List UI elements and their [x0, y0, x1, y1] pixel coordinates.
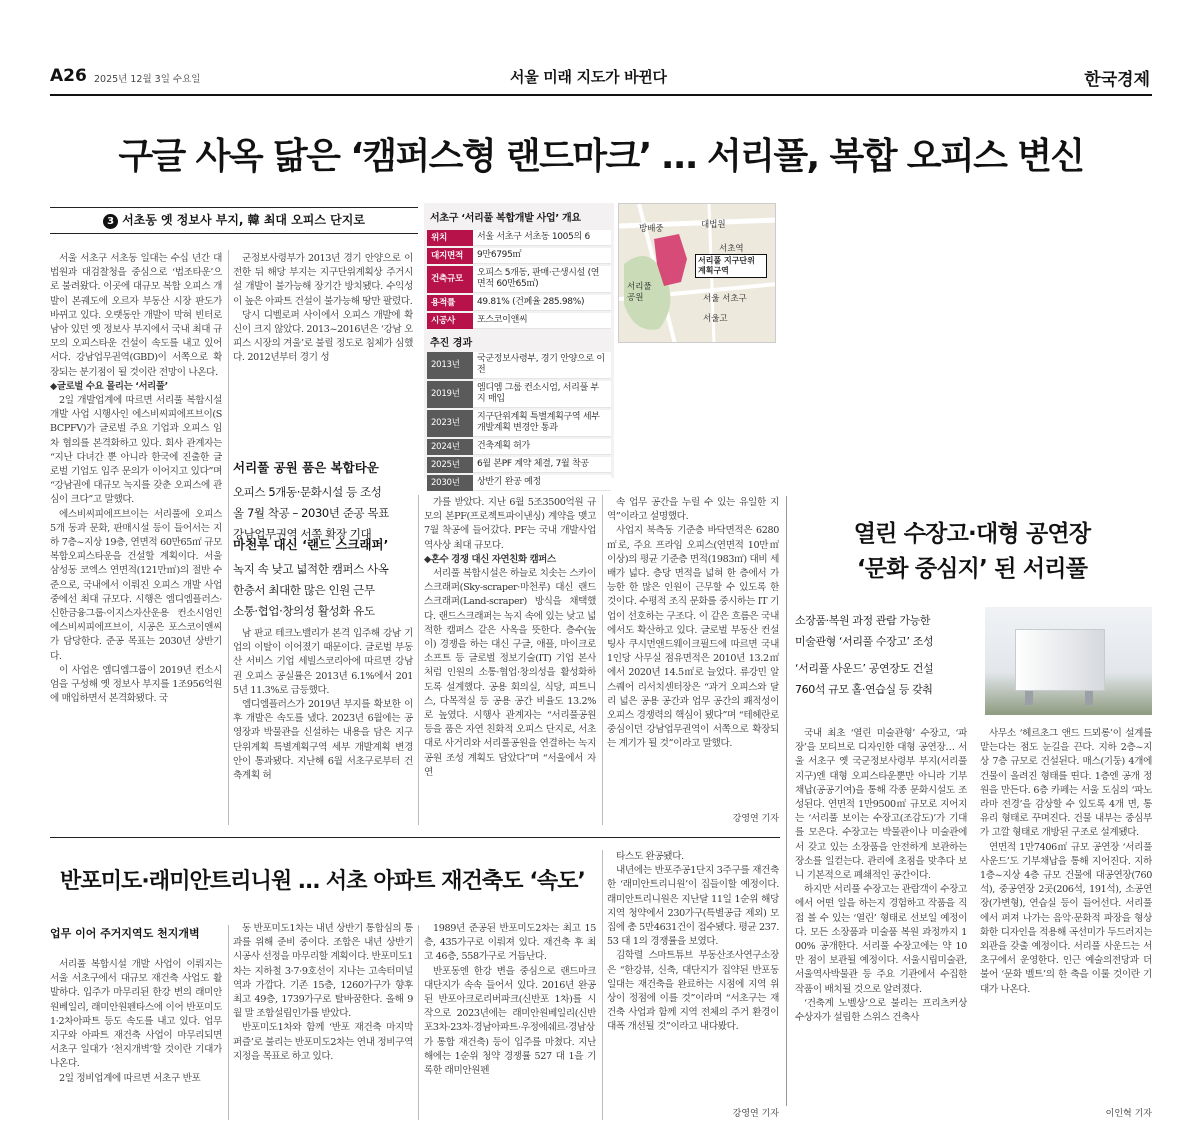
- series-rule-bottom: [50, 233, 418, 234]
- overview-row-value: 9만6795㎡: [473, 248, 611, 264]
- masthead: [50, 66, 1152, 90]
- col-divider: [786, 496, 787, 1106]
- render-podium: [848, 340, 1078, 390]
- overview-row-value: 49.81% (건폐율 285.98%): [473, 295, 611, 311]
- overview-row-key: 대지면적: [427, 248, 473, 264]
- map-label-park: 서리풀 공원: [627, 282, 652, 303]
- paragraph: 2일 정비업계에 따르면 서초구 반포: [59, 1072, 201, 1084]
- render-tower: [858, 260, 898, 342]
- paragraph: 당시 디벨로퍼 사이에서 오피스 개발에 확신이 크지 않았다. 2013~2016년은 ‘강남 오피스 시장의 겨울’로 불릴 정도로 침체가 심했다. 2012년부터 경기 성: [233, 309, 413, 364]
- overview-row: [427, 313, 611, 329]
- series-tag: [50, 211, 418, 229]
- overview-row-key: 용적률: [427, 295, 473, 311]
- paragraph: 연면적 1만7406㎡ 규모 공연장 ‘서리풀 사운드’도 기부채납을 통해 지어진다. 지하 1층~지상 4층 규모 건물에 대공연장(760석), 중공연장 2곳(206석, 191석), 소공연장(가변형), 연습실 등이 들어선다. 서리풀에서 퍼져 나가는 음악·문화적 파장을 형상화한 디자인을 적용해 곡선미가 두드러지는 외관을 갖출 예정이다. 서리풀 사운드는 서초구에서 운영한다. 인근 예술의전당과 더불어 ‘문화 벨트’의 한 축을 이룰 것이란 기대가 나온다.: [980, 841, 1152, 995]
- side-head-1-line: 강남업무권역 서쪽 확장 기대: [233, 527, 372, 541]
- render-tower: [958, 230, 996, 330]
- article3-col2: [233, 922, 413, 1118]
- paragraph: 에스비씨피에프브이는 서리풀에 오피스 5개 동과 문화, 판매시설 등이 들어서는 지하 7층~지상 19층, 연면적 60만65㎡ 규모 복합오피스타운을 건설할 계획이다. 서울 삼성동 코엑스 연면적(121만㎡)의 절반 수준으로, 국내에서 이뤄진 오피스 개발 사업 중에선 최대 규모다. 시행은 엠디엠플러스·신한금융그룹·이지스자산운용 컨소시엄인 에스비씨피에프브이, 시공은 포스코이앤씨가 담당한다. 준공 목표는 2030년 상반기다.: [50, 508, 222, 662]
- history-row-key: 2013년: [427, 352, 473, 379]
- paragraph: 서리풀 복합시설은 하늘로 치솟는 스카이스크래퍼(Sky-scraper·마천루) 대신 랜드스크래퍼(Land-scraper) 방식을 채택했다. 랜드스크래퍼는 녹지 속에 있는 낮고 넓적한 캠퍼스 같은 사옥을 뜻한다. 층수(높이) 경쟁을 하는 대신 구글, 애플, 마이크로소프트 등 글로벌 정보기술(IT) 기업 본사처럼 인원의 소통·협업·창의성을 활성화하도록 설계했다. 공용 회의실, 식당, 피트니스, 다목적실 등 공용 공간 비율도 13.2%로 높였다. 시행사 관계자는 “서리풀공원 등을 품은 자연 친화적 오피스 단지로, 서초대로 사거리와 서리풀공원을 연결하는 녹지 공원 조성 계획도 담았다”며 “서울에서 자연: [424, 568, 596, 778]
- article3-col3: [424, 922, 596, 1118]
- article1-col4: [607, 496, 779, 814]
- location-map: [618, 203, 776, 343]
- overview-row-value: 서울 서초구 서초동 1005의 6: [473, 230, 611, 246]
- history-row: [427, 439, 611, 455]
- paragraph: 동 반포미도1차는 내년 상반기 통합심의 통과를 위해 준비 중이다. 조합은 내년 상반기 시공사 선정을 마무리할 계획이다. 반포미도1차는 지하철 3·7·9호선이 지나는 고속터미널역과 가깝다. 기존 15층, 1260가구가 향후 최고 49층, 1739가구로 탈바꿈한다. 올해 9월 말 조합설립인가를 받았다.: [233, 923, 413, 1020]
- issue-date: 2025년 12월 3일 수요일: [94, 74, 201, 85]
- history-row-value: 지구단위계획 특별계획구역 세부 개발계획 변경안 통과: [473, 410, 611, 437]
- overview-table: [427, 228, 611, 331]
- col-divider: [228, 250, 229, 825]
- side-head-1-line: 올 7월 착공 – 2030년 준공 목표: [233, 506, 389, 520]
- article3-title: 반포미도·래미안트리니원 … 서초 아파트 재건축도 ‘속도’: [59, 869, 585, 894]
- storage-building: [1015, 629, 1105, 691]
- col-divider: [228, 925, 229, 1120]
- paragraph: 김학렬 스마트튜브 부동산조사연구소장은 “한강뷰, 신축, 대단지가 집약된 반포동 일대는 재건축을 완료하는 시점에 지역 위상이 정점에 이를 것”이라며 “서초구는 재건축 사업과 함께 지역 전체의 주거 환경이 대폭 개선될 것”이라고 내다봤다.: [607, 950, 779, 1033]
- paragraph: 타스도 완공됐다.: [616, 851, 684, 862]
- history-table: [427, 350, 611, 493]
- article1-col1: [50, 252, 222, 837]
- map-label-supreme-court: 대법원: [701, 220, 726, 230]
- col-divider: [602, 495, 603, 825]
- paragraph: 내년에는 반포주공1단지 3주구를 재건축한 ‘래미안트리니원’이 집들이할 예정이다. 래미안트리니원은 지난달 11일 1순위 해당 지역 청약에서 230가구(특별공급 제외) 모집에 총 5만4631건이 접수됐다. 평균 237.53 대 1의 경쟁률을 보였다.: [607, 865, 779, 948]
- overview-row: [427, 230, 611, 246]
- history-row-value: 엠디엠 그룹 컨소시엄, 서리풀 부지 매입: [473, 381, 611, 408]
- paragraph: 가를 받았다. 지난 6월 5조3500억원 규모의 본PF(프로젝트파이낸싱) 계약을 맺고 7월 착공에 들어갔다. PF는 국내 개발사업 역사상 최대 규모다.: [424, 497, 596, 551]
- history-row: [427, 457, 611, 473]
- paragraph: 국내 최초 ‘열린 미술관형’ 수장고, ‘파장’을 모티브로 디자인한 대형 공연장… 서울 서초구 옛 국군정보사령부 부지(서리풀지구)엔 대형 오피스타운뿐만 아니라 기부채납(공공기여)을 통해 각종 문화시설도 조성된다. 연면적 1만9500㎡ 규모로 지어지는 ‘서리풀 보이는 수장고(조감도)’가 기대를 모은다. 수장고는 박물관이나 미술관에서 갖고 있는 소장품을 안전하게 보관하는 장소를 일컫는다. 관리에 초점을 맞추다 보니 기본적으로 폐쇄적인 공간이다.: [795, 728, 967, 882]
- render-city: [618, 350, 858, 484]
- paragraph: 반포동엔 한강 변을 중심으로 랜드마크 대단지가 속속 들어서 있다. 2016년 완공된 반포아크로리버파크(신반포 1차)를 시작으로 2023년에는 래미안원베일리(신반포3차·23차·경남아파트·우정에쉐르·경남상가 통합 재건축) 등이 입주를 마쳤다. 지난해에는 1순위 청약 경쟁률 527 대 1을 기록한 래미안원펜: [424, 965, 596, 1077]
- history-row: [427, 410, 611, 437]
- series-title: 서초동 옛 정보사 부지, 韓 최대 오피스 단지로: [122, 213, 365, 227]
- article1-byline: 강영연 기자: [732, 814, 779, 824]
- history-row: [427, 475, 611, 491]
- history-row-value: 상반기 완공 예정: [473, 475, 611, 491]
- paragraph: 엠디엠플러스가 2019년 부지를 확보한 이후 개발은 속도를 냈다. 2023년 6월에는 공영장과 박물관을 신설하는 내용을 담은 지구단위계획 특별계획구역 세부 개발계획 변경안이 통과됐다. 지난해 6월 서초구로부터 건축계획 허: [233, 699, 413, 782]
- col-divider: [418, 925, 419, 1120]
- col-divider: [418, 495, 419, 825]
- side-head-2: [233, 535, 418, 622]
- map-label-bangbae: 방배중: [639, 224, 664, 234]
- article3-col4: [607, 850, 779, 1105]
- article3-rule: [50, 837, 780, 838]
- paragraph: 하지만 서리풀 수장고는 관람객이 수장고에서 어떤 일을 하는지 경험하고 작품을 직접 볼 수 있는 ‘열린’ 형태로 선보일 예정이다. 모든 소장품과 미술품 복원 과정까지 100% 공개한다. 서리풀 수장고에는 약 10만 점이 보관될 예정이다. 서울시립미술관, 서울역사박물관 등 주요 기관에서 수집한 작품이 배치될 것으로 알려졌다.: [795, 884, 967, 995]
- render-tower: [1004, 250, 1044, 338]
- article2-deck-line: 760석 규모 홀·연습실 등 갖춰: [795, 683, 933, 696]
- paragraph: 남 판교 테크노밸리가 본격 입주해 강남 기업의 이탈이 이어졌기 때문이다. 글로벌 부동산 서비스 기업 세빌스코리아에 따르면 강남권 오피스 공실률은 2013년 6.1%에서 2015년 11.3%로 급등했다.: [233, 628, 413, 696]
- article2-title-line1: 열린 수장고·대형 공연장: [853, 521, 1091, 547]
- paragraph: 1989년 준공된 반포미도2차는 최고 15층, 435가구로 이뤄져 있다. 재건축 후 최고 46층, 558가구로 거듭난다.: [424, 923, 596, 963]
- overview-row-key: 시공사: [427, 313, 473, 329]
- history-row-value: 건축계획 허가: [473, 439, 611, 455]
- overview-row-value: 오피스 5개동, 판매·근생시설 (연면적 60만65㎡): [473, 266, 611, 293]
- paragraph: 이 사업은 엠디엠그룹이 2019년 컨소시엄을 구성해 옛 정보사 부지를 1조956억원에 매입하면서 본격화됐다. 국: [50, 664, 222, 705]
- series-number-badge: 3: [103, 214, 118, 229]
- side-head-2-line: 소통·협업·창의성 활성화 유도: [233, 604, 375, 618]
- article3-byline: 강영연 기자: [732, 1109, 779, 1119]
- overview-box: [424, 203, 614, 488]
- overview-row-key: 위치: [427, 230, 473, 246]
- history-row-value: 국군정보사령부, 경기 안양으로 이전: [473, 352, 611, 379]
- map-label-station: 서초역: [719, 244, 744, 254]
- section-title: 서울 미래 지도가 바뀐다: [510, 68, 667, 86]
- history-row-key: 2019년: [427, 381, 473, 408]
- history-row-key: 2030년: [427, 475, 473, 491]
- subhead: ◆글로벌 수요 몰리는 ‘서리풀’: [50, 380, 168, 392]
- history-row-value: 6월 본PF 계약 체결, 7월 착공: [473, 457, 611, 473]
- overview-row: [427, 295, 611, 311]
- paragraph: 군정보사령부가 2013년 경기 안양으로 이전한 뒤 해당 부지는 지구단위계획상 주거시설 개발이 불가능해 장기간 방치됐다. 수익성이 높은 아파트 건설이 불가능해 땅만 팔렸다.: [233, 253, 413, 307]
- history-row-key: 2025년: [427, 457, 473, 473]
- article3-subhead: 업무 이어 주거지역도 천지개벽: [50, 927, 200, 940]
- overview-row-key: 건축규모: [427, 266, 473, 293]
- side-head-2-line: 한층서 최대한 많은 인원 근무: [233, 583, 375, 597]
- article2-deck: [795, 610, 985, 700]
- article2-col1: [795, 727, 967, 1119]
- render-tower: [908, 220, 950, 330]
- article1-col2-bottom: [233, 627, 413, 827]
- overview-row: [427, 248, 611, 264]
- side-head-1-title: 서리풀 공원 품은 복합타운: [233, 460, 379, 475]
- series-rule: [50, 207, 418, 208]
- paragraph: ‘건축계 노벨상’으로 불리는 프리츠커상 수상자가 설립한 스위스 건축사: [795, 997, 967, 1024]
- render-caption: 서리풀 복합시설 개발사업 조감도: [1022, 468, 1146, 478]
- history-row-key: 2024년: [427, 439, 473, 455]
- article2-deck-line: 소장품·복원 과정 관람 가능한: [795, 614, 931, 627]
- storage-pillar: [1085, 691, 1093, 705]
- paper-name: 한국경제: [1084, 70, 1150, 90]
- article1-col2-top: [233, 252, 413, 444]
- article2-col2: [980, 727, 1152, 1107]
- history-title: 추진 경과: [430, 338, 473, 349]
- history-row: [427, 352, 611, 379]
- paragraph: 반포미도1차와 함께 ‘반포 재건축 마지막 퍼즐’로 불리는 반포미도2차는 연내 정비구역 지정을 목표로 하고 있다.: [233, 1022, 413, 1062]
- article2-deck-line: ‘서리풀 사운드’ 공연장도 건설: [795, 662, 934, 675]
- col-divider: [602, 850, 603, 1120]
- article2-title-line2: ‘문화 중심지’ 된 서리풀: [856, 556, 1088, 582]
- map-label-school: 서울고: [703, 314, 728, 324]
- overview-row: [427, 266, 611, 293]
- article2-deck-line: 미술관형 ‘서리풀 수장고’ 조성: [795, 635, 934, 648]
- side-head-2-line: 녹지 속 낮고 넓적한 캠퍼스 사옥: [233, 562, 389, 576]
- storage-render-photo: [985, 607, 1152, 715]
- paragraph: 속 업무 공간을 누릴 수 있는 유일한 지역”이라고 설명했다.: [607, 497, 779, 523]
- paragraph: 사업지 북측동 기준층 바닥면적은 6280㎡로, 주요 프라임 오피스(연면적 10만㎡ 이상)의 평균 기준층 면적(1983㎡) 대비 세 배가 넓다. 층당 면적을 넓혀 한 층에서 가능한 한 많은 인원이 근무할 수 있도록 한 것이다. 수평적 조직 문화를 중시하는 IT 기업이 선호하는 구조다. 이 같은 흐름은 국내에서도 확산하고 있다. 글로벌 부동산 컨설팅사 쿠시먼앤드웨이크필드에 따르면 국내 1인당 사무실 점유면적은 2010년 13.2㎡에서 2020년 14.5㎡로 늘었다. 류강민 알스퀘어 리서치센터장은 “과거 오피스와 달리 넓은 공용 공간과 업무 공간의 쾌적성이 오피스 경쟁력의 핵심이 됐다”며 “테헤란로 중심이던 강남업무권역이 서쪽으로 확장되는 계기가 될 것”이라고 말했다.: [607, 525, 779, 750]
- paragraph: 2일 개발업계에 따르면 서리풀 복합시설 개발 사업 시행사인 에스비씨피에프브이(SBCPFV)가 글로벌 주요 기업과 오피스 임차 협의를 본격화하고 있다. 회사 관계자는 “지난 다녀간 뿐 아니라 한국에 진출한 글로벌 기업도 입주 문의가 이어지고 있다”며 “강남권에 대규모 녹지를 갖춘 오피스에 관심이 크다”고 말했다.: [50, 395, 222, 506]
- paragraph: 사무소 ‘헤르초그 앤드 드뫼롱’이 설계를 맡는다는 점도 눈길을 끈다. 지하 2층~지상 7층 규모로 건설된다. 매스(기둥) 4개에 건물이 올려진 형태를 띤다. 1층엔 공개 정원을 만든다. 6층 카페는 서울 도심의 ‘파노라마 전경’을 감상할 수 있도록 4개 면, 통유리 형태로 꾸며진다. 건물 내부는 중심부가 고깔 형태로 개방된 구조로 설계됐다.: [980, 728, 1152, 839]
- side-head-1: [233, 458, 418, 545]
- side-head-1-line: 오피스 5개동·문화시설 등 조성: [233, 485, 382, 499]
- map-label-district: 서리풀 지구단위 계획구역: [695, 254, 767, 278]
- article2-byline: 이인혁 기자: [1105, 1109, 1152, 1119]
- masthead-rule: [50, 94, 1152, 96]
- map-label-office: 서울 서초구: [703, 294, 747, 304]
- article1-col3: [424, 496, 596, 826]
- history-row-key: 2023년: [427, 410, 473, 437]
- article3-col1: [50, 958, 222, 1118]
- render-forest: [1038, 190, 1152, 484]
- main-headline: 구글 사옥 닮은 ‘캠퍼스형 랜드마크’ … 서리풀, 복합 오피스 변신: [118, 136, 1084, 177]
- subhead: ◆혼수 경쟁 대신 자연친화 캠퍼스: [424, 553, 556, 565]
- side-head-2-title: 마천루 대신 ‘랜드 스크래퍼’: [233, 537, 389, 552]
- storage-pillar: [1025, 691, 1033, 705]
- history-row: [427, 381, 611, 408]
- paragraph: 서리풀 복합시설 개발 사업이 이뤄지는 서울 서초구에서 대규모 재건축 사업도 활발하다. 입주가 마무리된 한강 변의 래미안원베일리, 래미안원펜타스에 이어 반포미도1·2차아파트 등도 속도를 내고 있다. 업무지구와 아파트 재건축 사업이 마무리되면 서초구 일대가 ‘천지개벽’할 것이란 기대가 나온다.: [50, 959, 222, 1070]
- overview-title: 서초구 ‘서리풀 복합개발 사업’ 개요: [430, 213, 581, 224]
- paragraph: 서울 서초구 서초동 일대는 수십 년간 대법원과 대검찰청을 중심으로 ‘법조타운’으로 불려왔다. 이곳에 대규모 복합 오피스 개발이 본궤도에 오르자 부동산 시장 판도가 바뀌고 있다. 오랫동안 개발이 막혀 빈터로 남아 있던 옛 정보사 부지에서 국내 최대 규모의 오피스타운 건설이 속도를 내고 있어서다. 강남업무권역(GBD)이 서쪽으로 확장되는 분기점이 될 것이란 전망이 나온다.: [50, 253, 222, 378]
- overview-row-value: 포스코이앤씨: [473, 313, 611, 329]
- page-number: A26: [50, 66, 87, 86]
